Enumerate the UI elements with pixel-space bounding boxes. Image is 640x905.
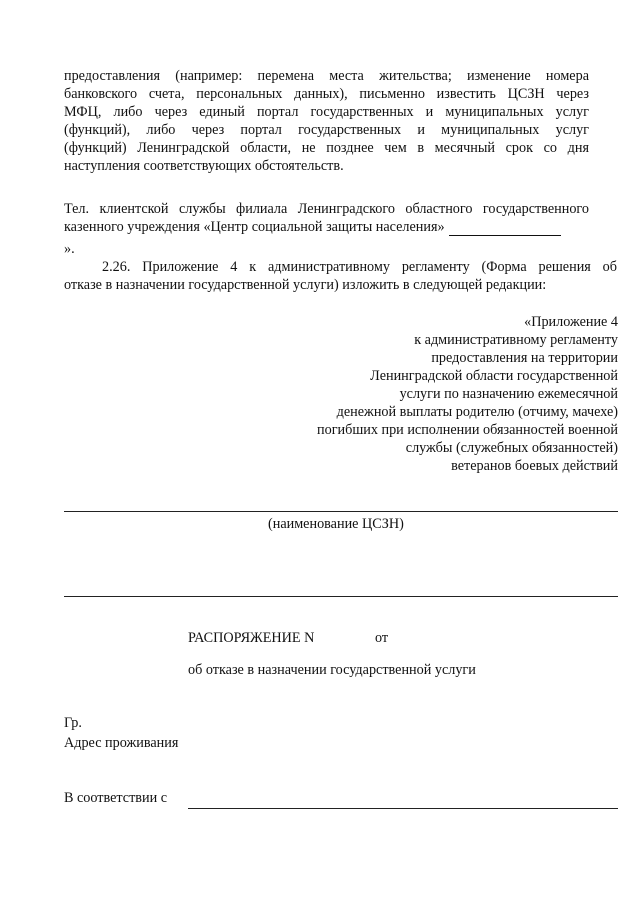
- order-subject: об отказе в назначении государственной услуги: [188, 662, 476, 678]
- citizen-label: Гр.: [64, 715, 82, 731]
- address-label: Адрес проживания: [64, 735, 179, 751]
- para1-line-6: наступления соответствующих обстоятельств.: [64, 158, 344, 174]
- appendix-line-1: «Приложение 4: [524, 314, 618, 330]
- accordance-label: В соответствии с: [64, 790, 168, 806]
- org-name-rule: [64, 511, 618, 512]
- phone-line-1: Тел. клиентской службы филиала Ленинградского областного государственного: [64, 201, 589, 217]
- phone-line-2-text: казенного учреждения «Центр социальной защиты населения»: [64, 219, 445, 235]
- order-title: РАСПОРЯЖЕНИЕ N: [188, 630, 315, 646]
- accordance-rule: [188, 808, 618, 809]
- para1-line-3: МФЦ, либо через единый портал государственных и муниципальных услуг: [64, 104, 589, 120]
- appendix-line-9: ветеранов боевых действий: [451, 458, 618, 474]
- separator-rule: [64, 596, 618, 597]
- appendix-line-7: погибших при исполнении обязанностей военной: [317, 422, 618, 438]
- para1-line-2: банковского счета, персональных данных), письменно известить ЦСЗН через: [64, 86, 589, 102]
- appendix-line-6: денежной выплаты родителю (отчиму, мачехе): [336, 404, 618, 420]
- appendix-line-2: к административному регламенту: [414, 332, 618, 348]
- phone-line-2: [64, 219, 561, 236]
- order-from: от: [375, 630, 389, 646]
- para1-line-1: предоставления (например: перемена места жительства; изменение номера: [64, 68, 589, 84]
- appendix-line-4: Ленинградской области государственной: [370, 368, 618, 384]
- appendix-line-5: услуги по назначению ежемесячной: [399, 386, 618, 402]
- para1-line-4: (функций), либо через портал государственных и муниципальных услуг: [64, 122, 589, 138]
- phone-blank-field: [449, 221, 561, 236]
- appendix-line-3: предоставления на территории: [431, 350, 618, 366]
- phone-closing: ».: [64, 241, 75, 257]
- appendix-line-8: службы (служебных обязанностей): [405, 440, 618, 456]
- item226-line-1: 2.26. Приложение 4 к административному регламенту (Форма решения об: [102, 259, 617, 275]
- item226-line-2: отказе в назначении государственной услуги) изложить в следующей редакции:: [64, 277, 547, 293]
- para1-line-5: (функций) Ленинградской области, не позднее чем в месячный срок со дня: [64, 140, 589, 156]
- org-caption: (наименование ЦСЗН): [268, 516, 404, 532]
